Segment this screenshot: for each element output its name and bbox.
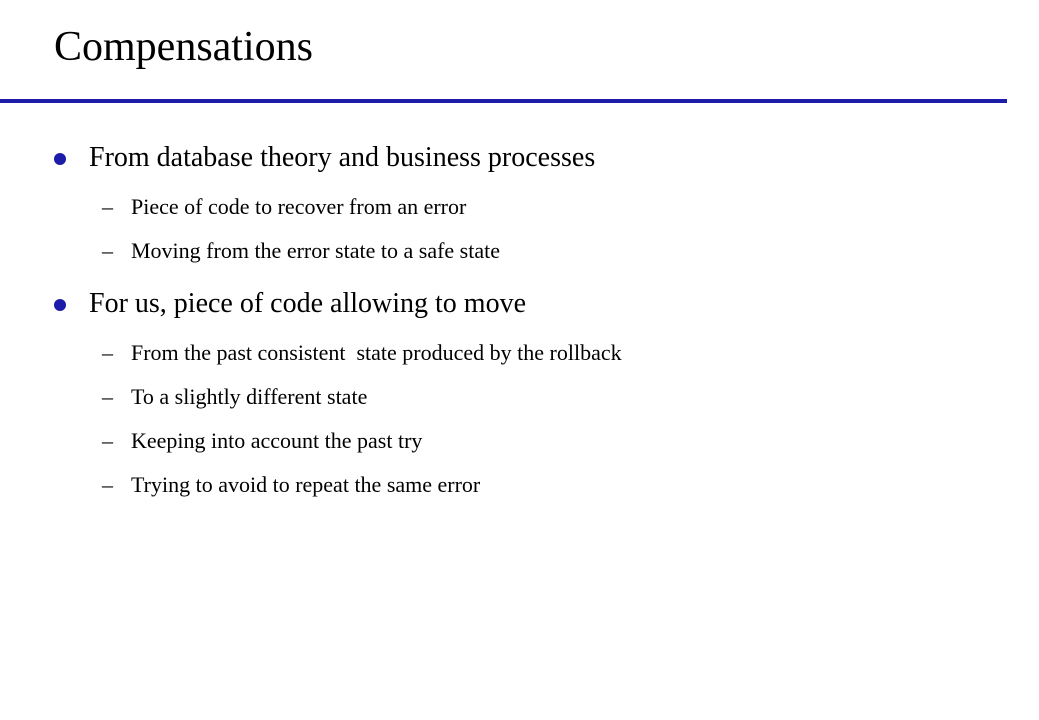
bullet-text: From database theory and business processes [89,142,596,173]
dash-marker: – [102,428,113,453]
dash-marker: – [102,194,113,219]
sub-item-text: Piece of code to recover from an error [131,194,467,219]
dash-marker: – [102,472,113,497]
sub-item-text: Moving from the error state to a safe state [131,238,500,263]
bullet-dot-icon [54,153,66,165]
sub-item-text: To a slightly different state [131,384,368,409]
sub-item-text: Keeping into account the past try [131,428,423,453]
sub-item-text: Trying to avoid to repeat the same error [131,472,481,497]
dash-marker: – [102,384,113,409]
sub-item-text: From the past consistent state produced by the rollback [131,340,622,365]
dash-marker: – [102,238,113,263]
bullet-text: For us, piece of code allowing to move [89,288,527,319]
dash-marker: – [102,340,113,365]
slide-title: Compensations [54,24,313,70]
bullet-dot-icon [54,299,66,311]
